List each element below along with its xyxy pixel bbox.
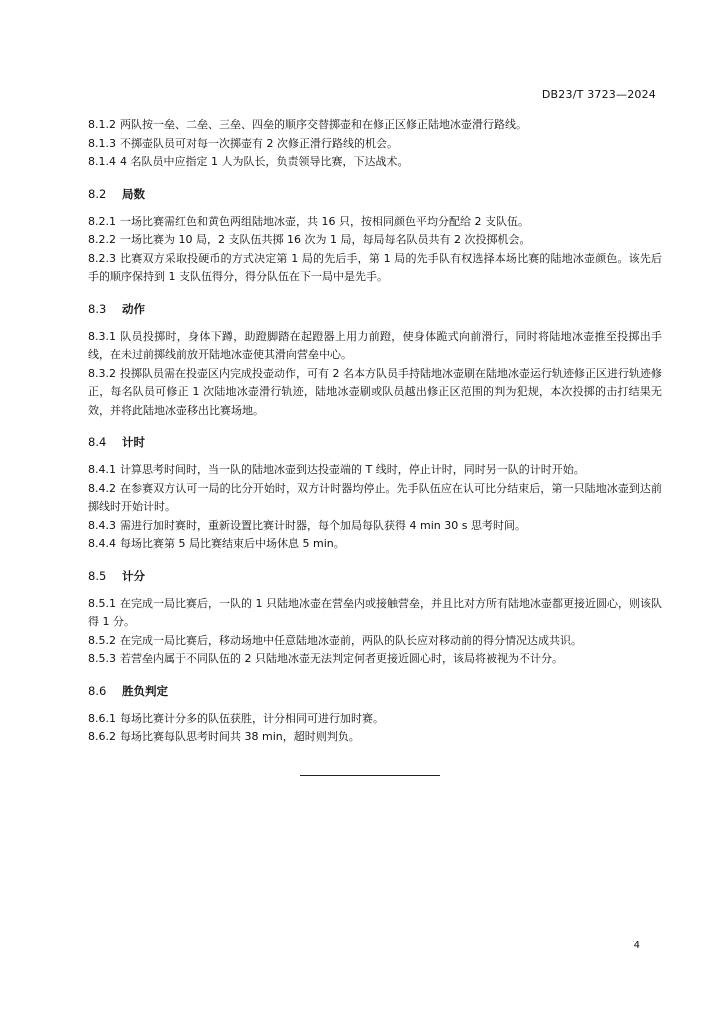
section-title: 计时 — [122, 435, 145, 449]
section-title: 胜负判定 — [122, 683, 168, 698]
clause-text: 队员投掷时，身体下蹲，助蹬脚踏在起蹬器上用力前蹬，使身体跪式向前滑行，同时将陆地冰壶推至投掷出手线，在未过前掷线前放开陆地冰壶使其滑向营垒中心。 — [88, 329, 662, 361]
clause-8-5-2 — [88, 632, 662, 651]
clause-text: 若营垒内属于不同队伍的 2 只陆地冰壶无法判定何者更接近圆心时，该局将被视为不计分。 — [120, 652, 563, 665]
clause-text: 在参赛双方认可一局的比分开始时，双方计时器均停止。先手队伍应在认可比分结束后，第一只陆地冰壶到达前掷线时开始计时。 — [88, 481, 662, 513]
clause-text: 投掷队员需在投壶区内完成投壶动作，可有 2 名本方队员手持陆地冰壶刷在陆地冰壶运行轨迹修正区进行轨迹修正，每名队员可修正 1 次陆地冰壶滑行轨迹，陆地冰壶刷或队员越出修正区范围的判为犯规，本次投掷的击打结果无效，并将此陆地冰壶移出比赛场地。 — [88, 366, 662, 417]
clause-text: 在完成一局比赛后，移动场地中任意陆地冰壶前，两队的队长应对移动前的得分情况达成共识。 — [120, 633, 582, 647]
document-code: DB23/T 3723—2024 — [541, 88, 656, 101]
section-heading — [88, 568, 662, 584]
clause-number: 8.5.2 — [88, 633, 116, 647]
clause-number: 8.2.3 — [88, 251, 116, 265]
section-8-5 — [88, 568, 662, 669]
clause-8-2-1 — [88, 213, 662, 232]
section-title: 计分 — [122, 568, 145, 583]
clause-number: 8.2.1 — [88, 214, 116, 228]
section-8-2 — [88, 186, 662, 287]
clause-number: 8.6.1 — [88, 711, 116, 725]
clause-8-1-3 — [88, 135, 662, 154]
clause-text: 在完成一局比赛后，一队的 1 只陆地冰壶在营垒内或接触营垒，并且比对方所有陆地冰壶都更接近圆心，则该队得 1 分。 — [88, 596, 662, 628]
clause-8-3-2 — [88, 365, 662, 421]
clause-text: 比赛双方采取投硬币的方式决定第 1 局的先后手，第 1 局的先手队有权选择本场比赛的陆地冰壶颜色。该先后手的顺序保持到 1 支队伍得分，得分队伍在下一局中是先手。 — [88, 251, 662, 283]
document-body — [88, 116, 662, 747]
clause-number: 8.3.2 — [88, 366, 116, 380]
clause-number: 8.4.1 — [88, 463, 116, 476]
clause-8-2-3 — [88, 250, 662, 287]
clause-number: 8.1.2 — [88, 118, 116, 131]
section-heading — [88, 301, 662, 317]
clause-text: 每场比赛每队思考时间共 38 min，超时则判负。 — [120, 730, 360, 743]
end-of-document-rule — [300, 775, 440, 776]
section-heading — [88, 434, 662, 450]
clause-number: 8.5.1 — [88, 596, 116, 610]
clause-number: 8.2.2 — [88, 233, 116, 246]
intro-clauses — [88, 116, 662, 172]
clause-text: 计算思考时间时，当一队的陆地冰壶到达投壶端的 T 线时，停止计时，同时另一队的计时开始。 — [120, 463, 585, 476]
clause-8-6-2 — [88, 728, 662, 747]
clause-text: 一场比赛为 10 局，2 支队伍共掷 16 次为 1 局，每局每名队员共有 2 次投掷机会。 — [120, 233, 531, 246]
section-heading — [88, 683, 662, 699]
section-8-4 — [88, 434, 662, 554]
clause-text: 不掷壶队员可对每一次掷壶有 2 次修正滑行路线的机会。 — [120, 136, 398, 150]
clause-text: 每场比赛计分多的队伍获胜，计分相同可进行加时赛。 — [120, 711, 384, 725]
clause-number: 8.6.2 — [88, 730, 116, 743]
page-number: 4 — [633, 940, 640, 951]
clause-8-6-1 — [88, 710, 662, 729]
section-number: 8.3 — [88, 301, 107, 316]
section-title: 动作 — [122, 301, 145, 316]
clause-text: 两队按一垒、二垒、三垒、四垒的顺序交替掷壶和在修正区修正陆地冰壶滑行路线。 — [120, 118, 527, 131]
clause-8-4-1 — [88, 461, 662, 480]
clause-number: 8.5.3 — [88, 652, 116, 665]
section-number: 8.5 — [88, 568, 107, 583]
clause-text: 需进行加时赛时，重新设置比赛计时器，每个加局每队获得 4 min 30 s 思考时间。 — [120, 518, 526, 532]
clause-number: 8.4.4 — [88, 537, 116, 550]
clause-8-5-3 — [88, 650, 662, 669]
clause-number: 8.1.4 — [88, 155, 116, 168]
clause-8-1-4 — [88, 153, 662, 172]
clause-8-4-3 — [88, 517, 662, 536]
clause-number: 8.4.3 — [88, 518, 116, 532]
section-8-6 — [88, 683, 662, 747]
clause-text: 一场比赛需红色和黄色两组陆地冰壶，共 16 只，按相同颜色平均分配给 2 支队伍。 — [120, 214, 529, 228]
section-heading — [88, 186, 662, 202]
clause-8-4-2 — [88, 480, 662, 517]
clause-number: 8.4.2 — [88, 481, 116, 495]
clause-8-4-4 — [88, 535, 662, 554]
section-number: 8.6 — [88, 683, 107, 698]
clause-number: 8.3.1 — [88, 329, 116, 343]
clause-text: 4 名队员中应指定 1 人为队长，负责领导比赛，下达战术。 — [120, 155, 409, 168]
clause-text: 每场比赛第 5 局比赛结束后中场休息 5 min。 — [120, 537, 345, 550]
section-number: 8.2 — [88, 186, 107, 201]
clause-8-5-1 — [88, 595, 662, 632]
clause-number: 8.1.3 — [88, 136, 116, 150]
clause-8-3-1 — [88, 328, 662, 365]
section-8-3 — [88, 301, 662, 421]
section-title: 局数 — [122, 186, 145, 201]
section-number: 8.4 — [88, 435, 107, 449]
clause-8-2-2 — [88, 231, 662, 250]
clause-8-1-2 — [88, 116, 662, 135]
